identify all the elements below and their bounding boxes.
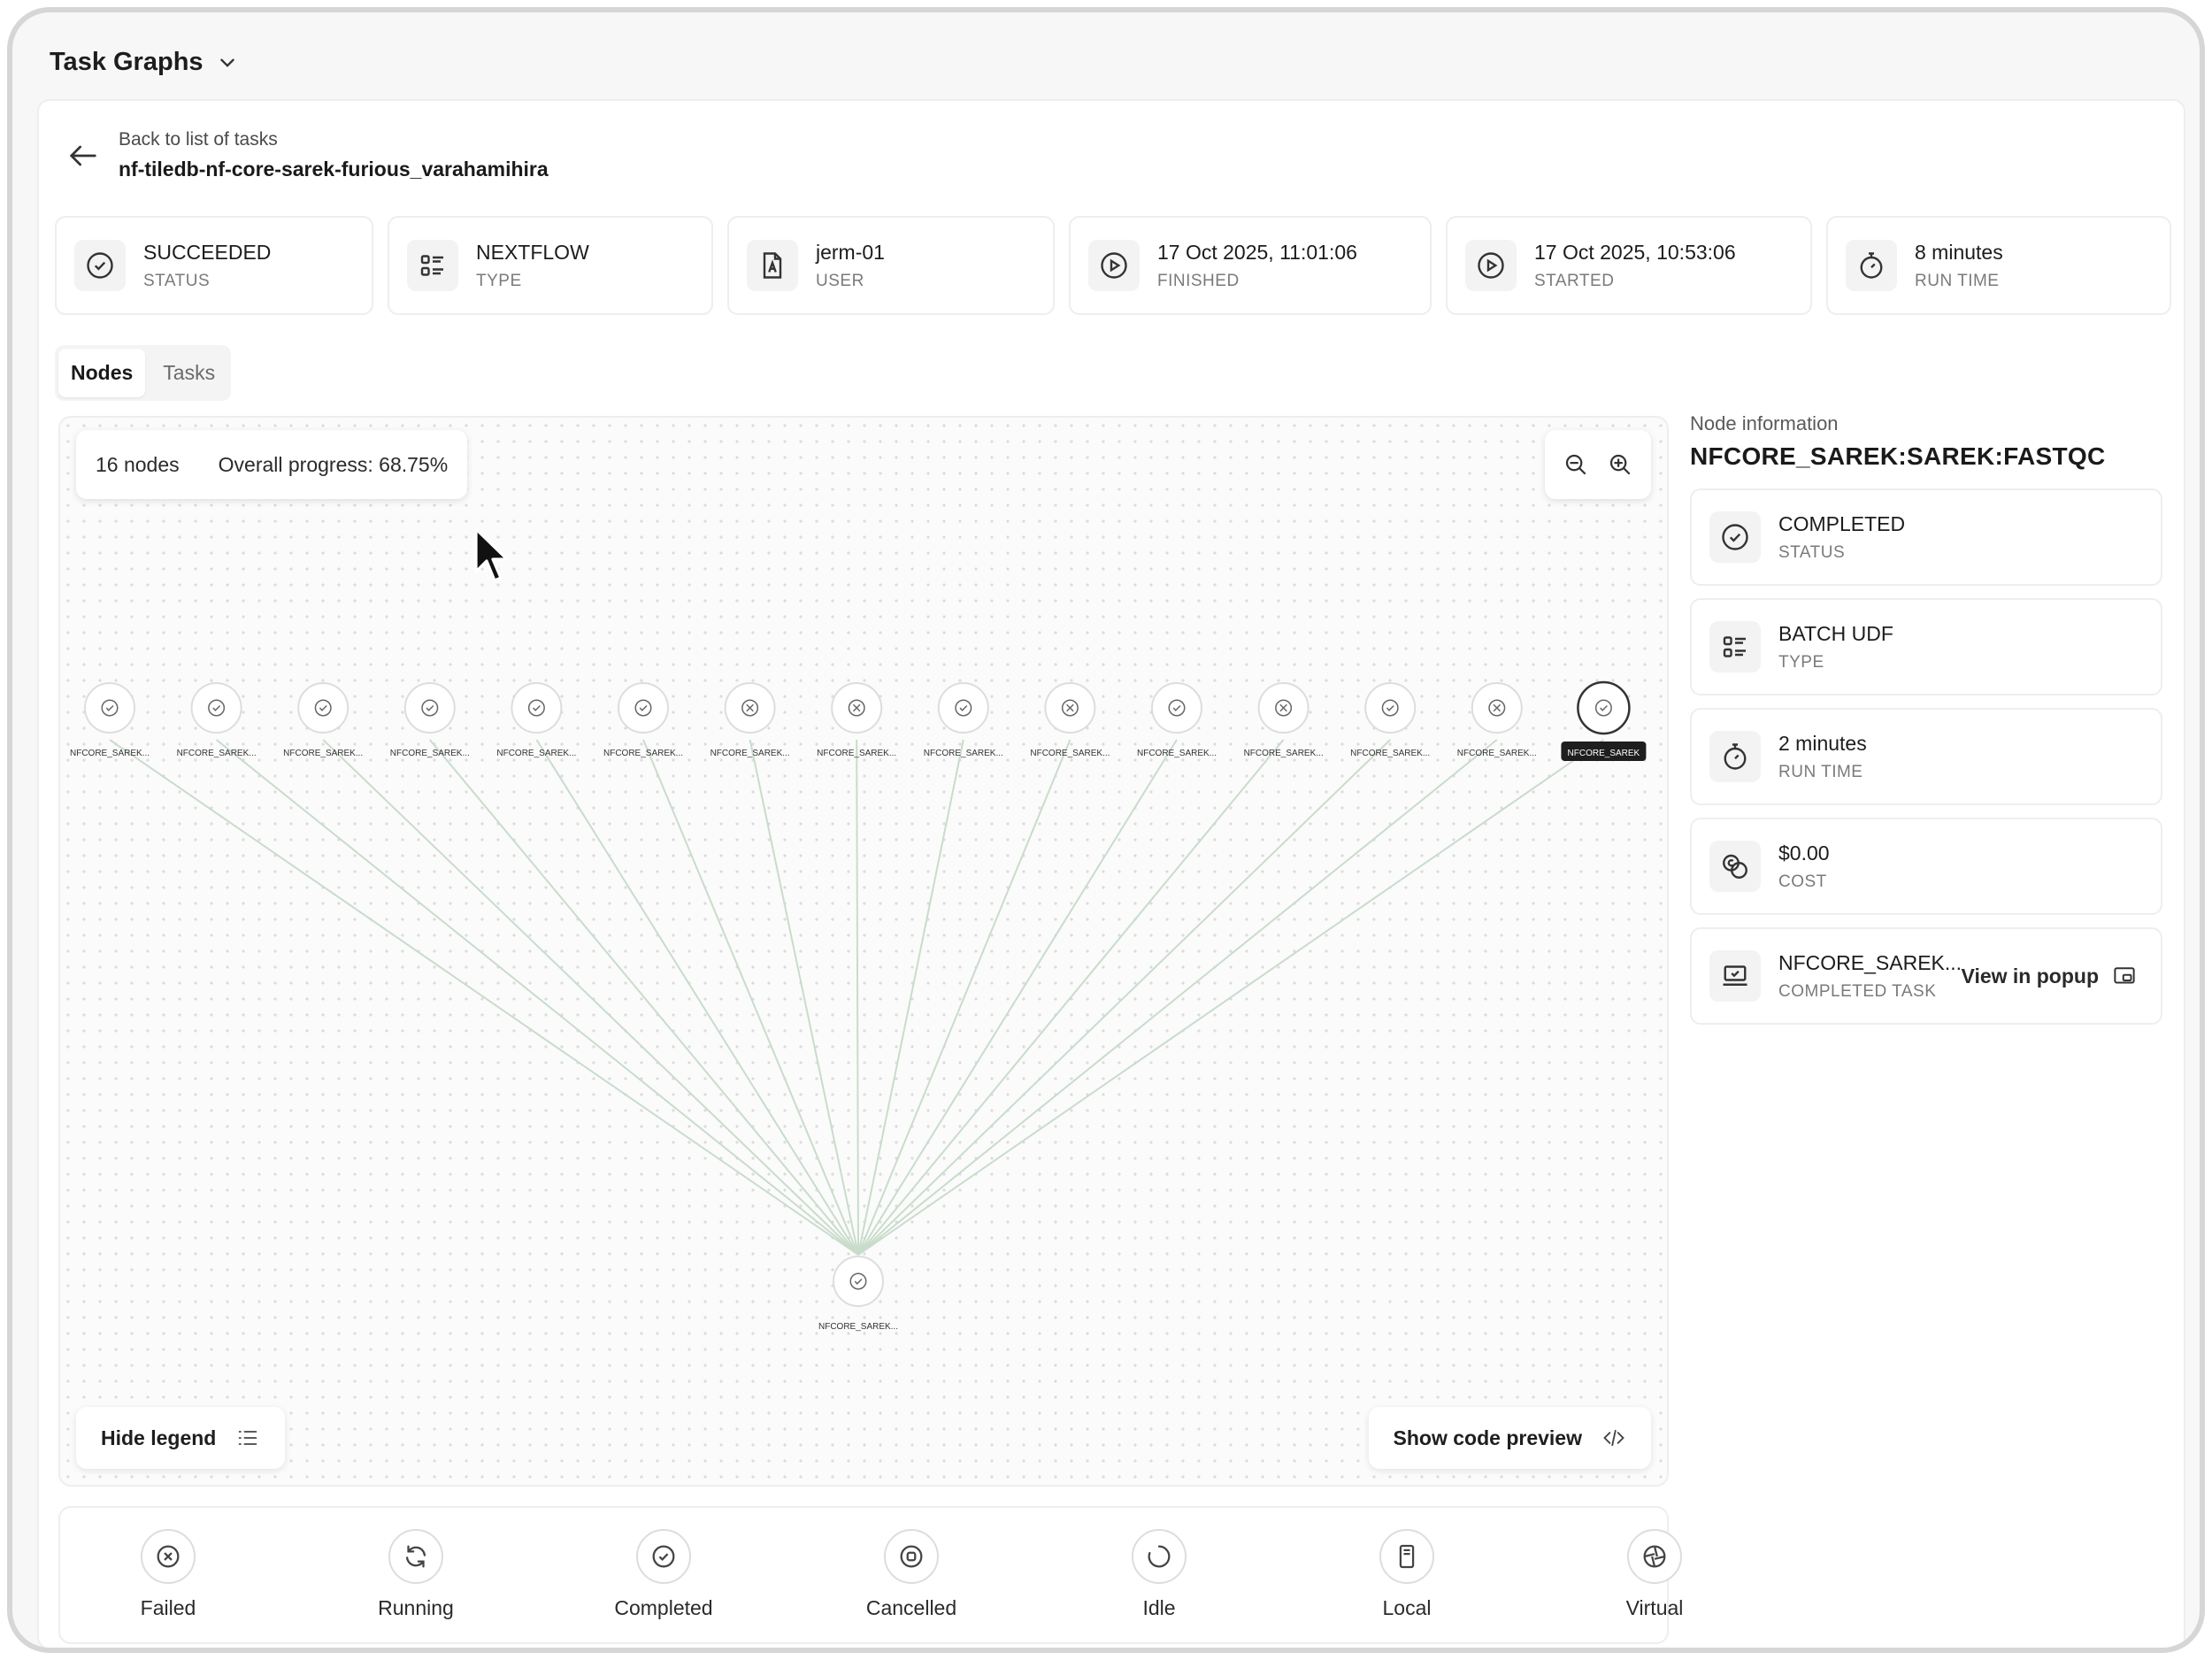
zoom-out-icon[interactable] xyxy=(1563,451,1589,478)
node-info-panel xyxy=(1690,412,2162,1001)
view-popup-label: View in popup xyxy=(1961,964,2099,988)
app-window xyxy=(7,7,2205,1653)
card-value: COMPLETED xyxy=(1778,511,1906,535)
graph-edge xyxy=(430,740,858,1255)
dag-graph xyxy=(60,418,1669,1487)
graph-edge xyxy=(858,740,1497,1255)
stat-run-time xyxy=(1826,216,2171,315)
graph-node[interactable] xyxy=(1137,683,1217,758)
graph-node-label: NFCORE_SAREK... xyxy=(69,749,150,758)
graph-edge xyxy=(858,740,1390,1255)
app-title: Task Graphs xyxy=(50,48,204,76)
legend-label: Idle xyxy=(1142,1596,1176,1619)
check-circle-icon xyxy=(649,1541,679,1572)
stat-label: TYPE xyxy=(476,271,522,290)
spinner-icon xyxy=(1144,1541,1174,1572)
refresh-icon xyxy=(401,1541,431,1572)
list-icon xyxy=(1719,631,1751,663)
node-info-title: NFCORE_SAREK:SAREK:FASTQC xyxy=(1690,442,2106,470)
graph-node-label: NFCORE_SAREK... xyxy=(1456,749,1537,758)
graph-node[interactable] xyxy=(177,683,257,758)
legend-idle xyxy=(1088,1529,1230,1620)
graph-node-label: NFCORE_SAREK... xyxy=(496,749,577,758)
user-document-icon xyxy=(757,250,788,281)
back-link[interactable] xyxy=(65,129,549,181)
graph-node-label: NFCORE_SAREK... xyxy=(283,749,364,758)
legend-label: Cancelled xyxy=(865,1596,957,1619)
code-icon xyxy=(1601,1426,1626,1450)
arrow-left-icon xyxy=(65,138,101,173)
card-label: TYPE xyxy=(1778,652,1824,672)
graph-node[interactable] xyxy=(710,683,790,758)
graph-node[interactable] xyxy=(70,683,150,758)
stat-value: 17 Oct 2025, 11:01:06 xyxy=(1157,240,1357,264)
legend-failed xyxy=(97,1529,239,1620)
stat-label: STATUS xyxy=(143,271,211,290)
graph-node[interactable] xyxy=(1457,683,1537,758)
stat-value: 8 minutes xyxy=(1915,240,2003,264)
play-circle-icon xyxy=(1098,250,1130,281)
graph-edge xyxy=(750,740,858,1255)
graph-node-label: NFCORE_SAREK... xyxy=(1243,749,1324,758)
stat-value: 17 Oct 2025, 10:53:06 xyxy=(1534,240,1736,264)
graph-edge xyxy=(323,740,858,1255)
stats-row xyxy=(55,216,2171,315)
stat-label: RUN TIME xyxy=(1915,271,2000,290)
graph-edge xyxy=(217,740,858,1255)
laptop-check-icon xyxy=(1719,960,1751,992)
graph-node[interactable] xyxy=(283,683,363,758)
list-bullets-icon xyxy=(235,1426,260,1450)
card-value: $0.00 xyxy=(1778,841,1830,865)
graph-edge xyxy=(858,740,1070,1255)
card-label: RUN TIME xyxy=(1778,762,1863,781)
graph-edge xyxy=(856,740,858,1255)
chevron-down-icon xyxy=(216,51,239,74)
node-runtime-card xyxy=(1690,708,2162,805)
stat-status xyxy=(55,216,373,315)
graph-node[interactable] xyxy=(1244,683,1324,758)
legend-bar xyxy=(58,1506,1684,1644)
legend-label: Local xyxy=(1382,1596,1432,1619)
graph-edge xyxy=(536,740,858,1255)
graph-node[interactable] xyxy=(496,683,576,758)
graph-node[interactable] xyxy=(603,683,683,758)
app-title-dropdown[interactable] xyxy=(50,48,239,77)
device-icon xyxy=(1392,1541,1422,1572)
back-label: Back to list of tasks xyxy=(119,129,278,150)
graph-edge xyxy=(858,740,964,1255)
graph-node-label: NFCORE_SAREK... xyxy=(389,749,470,758)
stat-label: STARTED xyxy=(1534,271,1615,290)
graph-node[interactable] xyxy=(1561,682,1646,761)
graph-edge xyxy=(858,740,1177,1255)
legend-label: Failed xyxy=(140,1596,196,1619)
graph-node-sink[interactable] xyxy=(818,1257,898,1332)
graph-node-label: NFCORE_SAREK... xyxy=(603,749,684,758)
x-circle-icon xyxy=(153,1541,183,1572)
stat-label: FINISHED xyxy=(1157,271,1240,290)
graph-node-label: NFCORE_SAREK... xyxy=(1030,749,1110,758)
graph-node-label: NFCORE_SAREK... xyxy=(1136,749,1217,758)
node-task-card xyxy=(1690,927,2162,1025)
play-circle-icon xyxy=(1475,250,1507,281)
list-icon xyxy=(417,250,449,281)
overall-progress: Overall progress: 68.75% xyxy=(218,452,449,476)
stopwatch-icon xyxy=(1719,741,1751,772)
stopwatch-icon xyxy=(1855,250,1887,281)
zoom-controls xyxy=(1545,430,1651,499)
graph-node[interactable] xyxy=(924,683,1003,758)
check-circle-icon xyxy=(84,250,116,281)
graph-edge xyxy=(110,740,858,1255)
graph-node-label: NFCORE_SAREK xyxy=(1567,749,1640,758)
graph-edge xyxy=(858,740,1603,1255)
graph-node[interactable] xyxy=(390,683,470,758)
graph-node-label: NFCORE_SAREK... xyxy=(176,749,257,758)
stat-user xyxy=(727,216,1055,315)
view-tabs xyxy=(55,345,231,401)
tab-nodes[interactable]: Nodes xyxy=(58,349,145,397)
legend-cancelled xyxy=(841,1529,982,1620)
graph-canvas[interactable] xyxy=(58,416,1669,1487)
node-status-card xyxy=(1690,488,2162,586)
card-label: STATUS xyxy=(1778,542,1846,562)
legend-label: Running xyxy=(378,1596,454,1619)
hide-legend-button[interactable] xyxy=(76,1407,285,1469)
aperture-icon xyxy=(1640,1541,1670,1572)
node-info-caption: Node information xyxy=(1690,412,1839,434)
show-code-label: Show code preview xyxy=(1393,1426,1582,1449)
stat-value: jerm-01 xyxy=(816,240,885,264)
card-label: COST xyxy=(1778,872,1827,891)
legend-label: Virtual xyxy=(1625,1596,1684,1619)
node-cost-card xyxy=(1690,818,2162,915)
progress-card xyxy=(76,430,467,499)
stat-label: USER xyxy=(816,271,864,290)
external-window-icon xyxy=(2111,963,2138,989)
zoom-in-icon[interactable] xyxy=(1607,451,1633,478)
graph-edge xyxy=(858,740,1284,1255)
node-count: 16 nodes xyxy=(96,452,180,476)
view-in-popup-link[interactable] xyxy=(1962,963,2138,989)
card-value: 2 minutes xyxy=(1778,731,1867,755)
tab-tasks[interactable]: Tasks xyxy=(163,361,216,384)
stat-value: NEXTFLOW xyxy=(476,240,589,264)
coins-icon xyxy=(1719,850,1751,882)
legend-running xyxy=(345,1529,487,1620)
stop-circle-icon xyxy=(896,1541,926,1572)
card-value: BATCH UDF xyxy=(1778,621,1893,645)
graph-node[interactable] xyxy=(1350,683,1430,758)
show-code-preview-button[interactable] xyxy=(1369,1407,1651,1469)
graph-node-label: NFCORE_SAREK... xyxy=(817,749,897,758)
card-label: COMPLETED TASK xyxy=(1778,981,1937,1001)
mouse-cursor-icon xyxy=(472,526,511,586)
main-content xyxy=(37,99,2185,1649)
graph-node[interactable] xyxy=(1030,683,1110,758)
legend-completed xyxy=(593,1529,734,1620)
run-name: nf-tiledb-nf-core-sarek-furious_varahamihira xyxy=(119,158,549,181)
graph-node-label: NFCORE_SAREK... xyxy=(818,1322,899,1332)
check-circle-icon xyxy=(1719,521,1751,553)
stat-started xyxy=(1446,216,1812,315)
card-value: NFCORE_SAREK... xyxy=(1778,950,1962,974)
node-type-card xyxy=(1690,598,2162,696)
stat-type xyxy=(388,216,713,315)
graph-node-label: NFCORE_SAREK... xyxy=(1350,749,1431,758)
graph-node-label: NFCORE_SAREK... xyxy=(710,749,790,758)
hide-legend-label: Hide legend xyxy=(101,1426,217,1449)
legend-virtual xyxy=(1584,1529,1725,1620)
graph-node-label: NFCORE_SAREK... xyxy=(923,749,1003,758)
stat-value: SUCCEEDED xyxy=(143,240,272,264)
legend-label: Completed xyxy=(614,1596,713,1619)
legend-local xyxy=(1336,1529,1478,1620)
graph-edge xyxy=(643,740,858,1255)
stat-finished xyxy=(1069,216,1432,315)
